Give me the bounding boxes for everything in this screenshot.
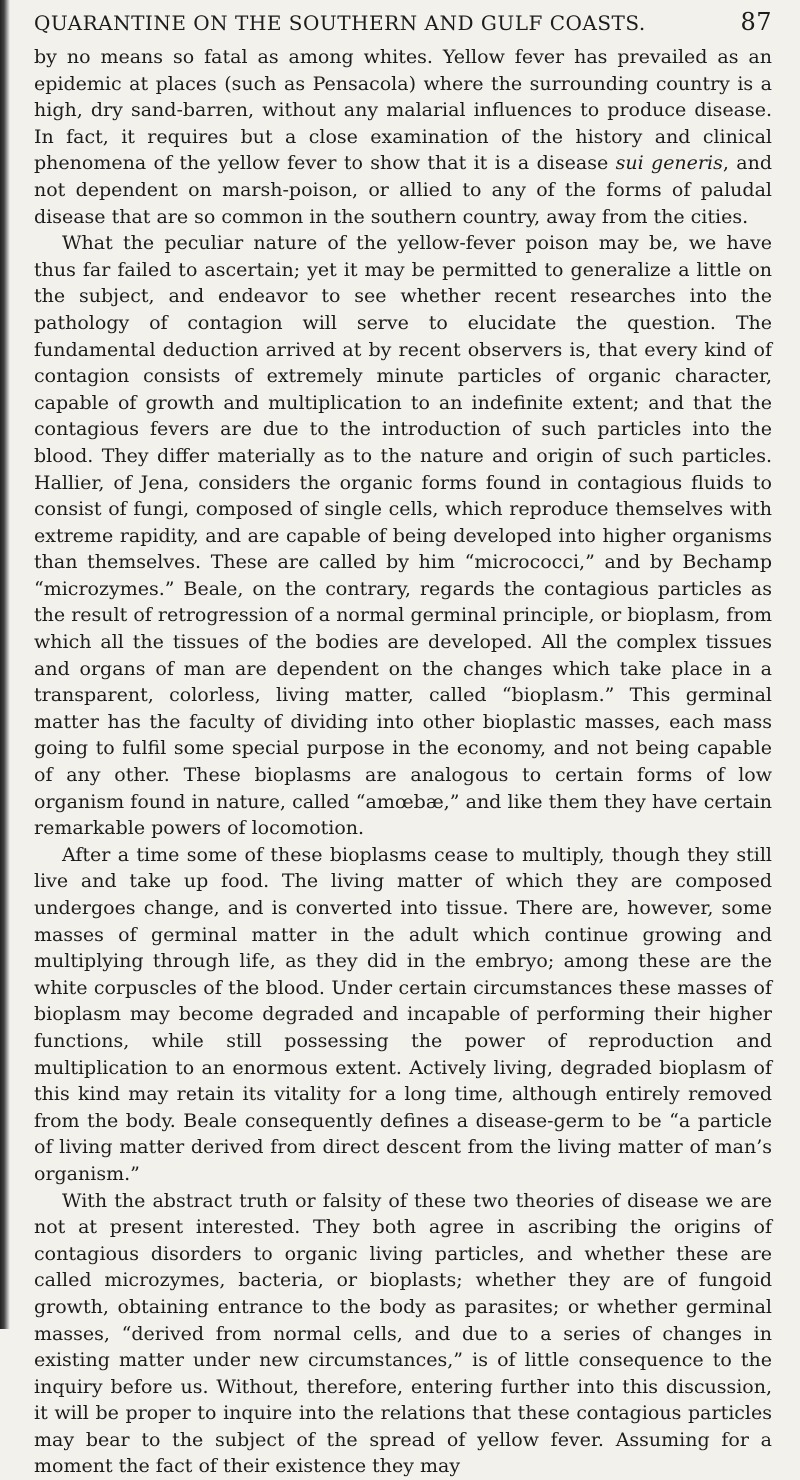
page-number: 87 [740,8,772,36]
paragraph-1: by no means so fatal as among whites. Yellow fever has prevailed as an epidemic at places (such as Pensacola) where the surrounding country is a high, dry sand-barren, without any malarial influences to produce disease. In fact, it requires but a close examination of the history and clinical phenomena of the yellow fever to show that it is a disease sui generis, and not dependent on marsh-poison, or allied to any of the forms of paludal disease that are so common in the southern country, away from the cities. [34,46,772,228]
paragraph-3: After a time some of these bioplasms cease to multiply, though they still live and take up food. The living matter of which they are composed undergoes change, and is converted into tissue. There are, however, some masses of germinal matter in the adult which continue growing and multiplying through life, as they did in the embryo; among these are the white corpuscles of the blood. Under certain circumstances these masses of bioplasm may become degraded and incapable of performing their higher functions, while still possessing the power of reproduction and multiplication to an enormous extent. Actively living, degraded bioplasm of this kind may retain its vitality for a long time, although entirely removed from the body. Beale consequently defines a disease-germ to be “a particle of living matter derived from direct descent from the living matter of man’s organism.” [34,843,772,1185]
paragraph-2: What the peculiar nature of the yellow-fever poison may be, we have thus far failed to ascertain; yet it may be permitted to generalize a little on the subject, and endeavor to see whether recent researches into the pathology of contagion will serve to elucidate the question. The fundamental deduction arrived at by recent observers is, that every kind of contagion consists of extremely minute particles of organic character, capable of growth and multiplication to an indefinite extent; and that the contagious fevers are due to the introduction of such particles into the blood. They differ materially as to the nature and origin of such particles. Hallier, of Jena, considers the organic forms found in contagious fluids to consist of fungi, composed of single cells, which reproduce themselves with extreme rapidity, and are capable of being developed into higher organisms than themselves. These are called by him “micrococci,” and by Bechamp “microzymes.” Beale, on the contrary, regards the contagious particles as the result of retrogression of a normal germinal principle, or bioplasm, from which all the tissues of the bodies are developed. All the complex tissues and organs of man are dependent on the changes which take place in a transparent, colorless, living matter, called “bioplasm.” This germinal matter has the faculty of dividing into other bioplastic masses, each mass going to fulfil some special purpose in the economy, and not being capable of any other. These bioplasms are analogous to certain forms of low organism found in nature, called “amœbæ,” and like them they have certain remarkable powers of locomotion. [34,232,772,840]
italic-term: sui generis [615,152,723,175]
running-title: QUARANTINE ON THE SOUTHERN AND GULF COASTS. [34,11,646,35]
paragraph-4: With the abstract truth or falsity of these two theories of disease we are not at present interested. They both agree in ascribing the origins of contagious disorders to organic living particles, and whether these are called microzymes, bacteria, or bioplasts; whether they are of fungoid growth, obtaining entrance to the body as parasites; or whether germinal masses, “derived from normal cells, and due to a series of changes in existing matter under new circumstances,” is of little consequence to the inquiry before us. Without, therefore, entering further into this discussion, it will be proper to inquire into the relations that these contagious particles may bear to the subject of the spread of yellow fever. Assuming for a moment the fact of their existence they may [34,1189,772,1478]
running-header [34,8,772,36]
page-edge-shadow [0,0,10,1329]
